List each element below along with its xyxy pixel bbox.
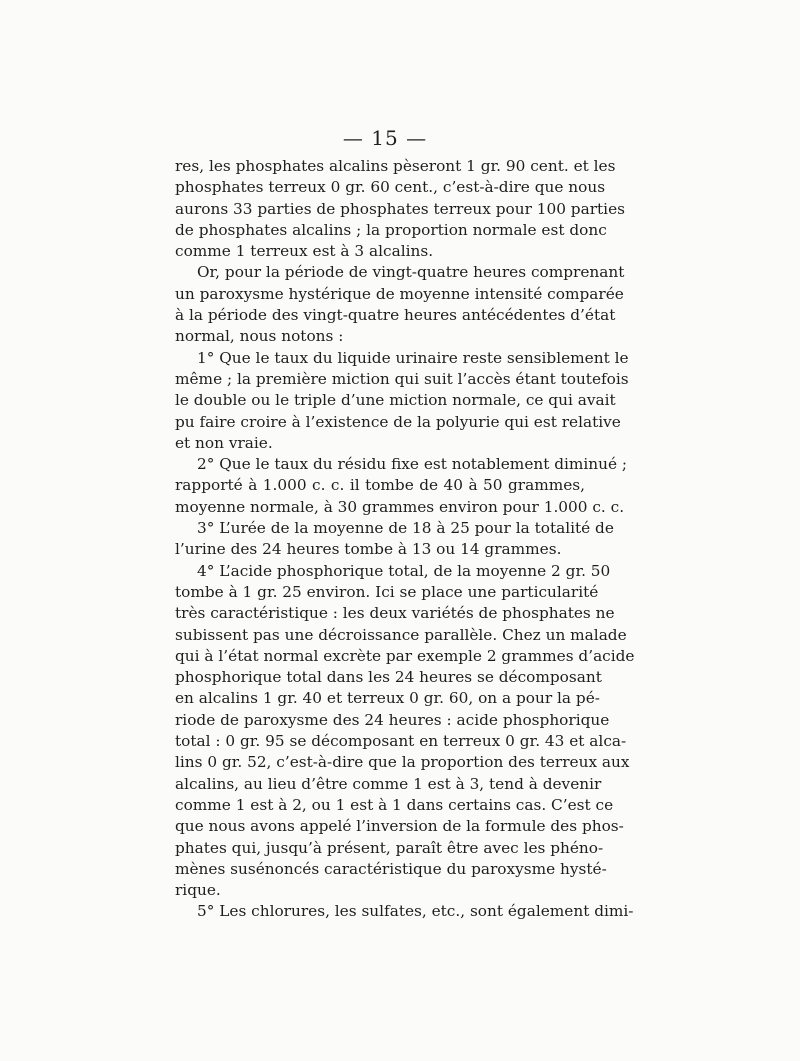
- text-line: 2° Que le taux du résidu fixe est notablement diminué ;: [197, 455, 628, 474]
- text-line: en alcalins 1 gr. 40 et terreux 0 gr. 60, on a pour la pé-: [175, 689, 600, 708]
- text-line: comme 1 terreux est à 3 alcalins.: [175, 242, 434, 261]
- text-line: 3° L’urée de la moyenne de 18 à 25 pour la totalité de: [197, 519, 614, 538]
- text-line: total : 0 gr. 95 se décomposant en terreux 0 gr. 43 et alca-: [175, 732, 627, 751]
- text-line: lins 0 gr. 52, c’est-à-dire que la proportion des terreux aux: [175, 753, 630, 772]
- text-line: riode de paroxysme des 24 heures : acide phosphorique: [175, 710, 610, 729]
- text-line: de phosphates alcalins ; la proportion normale est donc: [175, 220, 607, 239]
- text-line: moyenne normale, à 30 grammes environ pour 1.000 c. c.: [175, 497, 625, 516]
- body-text: [175, 156, 635, 923]
- text-line: tombe à 1 gr. 25 environ. Ici se place une particularité: [175, 582, 599, 601]
- text-line: à la période des vingt-quatre heures antécédentes d’état: [175, 306, 616, 325]
- text-line: le double ou le triple d’une miction normale, ce qui avait: [175, 391, 616, 410]
- text-line: aurons 33 parties de phosphates terreux pour 100 parties: [175, 199, 625, 218]
- text-line: l’urine des 24 heures tombe à 13 ou 14 grammes.: [175, 540, 562, 559]
- text-line: un paroxysme hystérique de moyenne intensité comparée: [175, 284, 624, 303]
- text-line: Or, pour la période de vingt-quatre heures comprenant: [197, 263, 625, 282]
- text-line: comme 1 est à 2, ou 1 est à 1 dans certains cas. C’est ce: [175, 795, 614, 814]
- text-line: et non vraie.: [175, 433, 273, 452]
- page-number: — 15 —: [342, 126, 428, 150]
- text-line: alcalins, au lieu d’être comme 1 est à 3, tend à devenir: [175, 774, 602, 793]
- text-line: rique.: [175, 881, 221, 900]
- text-line: même ; la première miction qui suit l’accès étant toutefois: [175, 369, 629, 388]
- text-line: phosphorique total dans les 24 heures se décomposant: [175, 668, 602, 687]
- text-line: mènes susénoncés caractéristique du paroxysme hysté-: [175, 859, 607, 878]
- text-line: phates qui, jusqu’à présent, paraît être avec les phéno-: [175, 838, 604, 857]
- text-line: normal, nous notons :: [175, 327, 344, 346]
- text-line: rapporté à 1.000 c. c. il tombe de 40 à 50 grammes,: [175, 476, 585, 495]
- text-line: très caractéristique : les deux variétés de phosphates ne: [175, 604, 615, 623]
- text-line: 1° Que le taux du liquide urinaire reste sensiblement le: [197, 348, 629, 367]
- text-line: subissent pas une décroissance parallèle. Chez un malade: [175, 625, 627, 644]
- text-line: 4° L’acide phosphorique total, de la moyenne 2 gr. 50: [197, 561, 611, 580]
- text-line: phosphates terreux 0 gr. 60 cent., c’est-à-dire que nous: [175, 178, 606, 197]
- text-line: que nous avons appelé l’inversion de la formule des phos-: [175, 817, 624, 836]
- text-line: qui à l’état normal excrète par exemple 2 grammes d’acide: [175, 646, 635, 665]
- text-line: res, les phosphates alcalins pèseront 1 gr. 90 cent. et les: [175, 157, 616, 175]
- text-line: 5° Les chlorures, les sulfates, etc., sont également dimi-: [197, 902, 634, 921]
- text-line: pu faire croire à l’existence de la polyurie qui est relative: [175, 412, 621, 431]
